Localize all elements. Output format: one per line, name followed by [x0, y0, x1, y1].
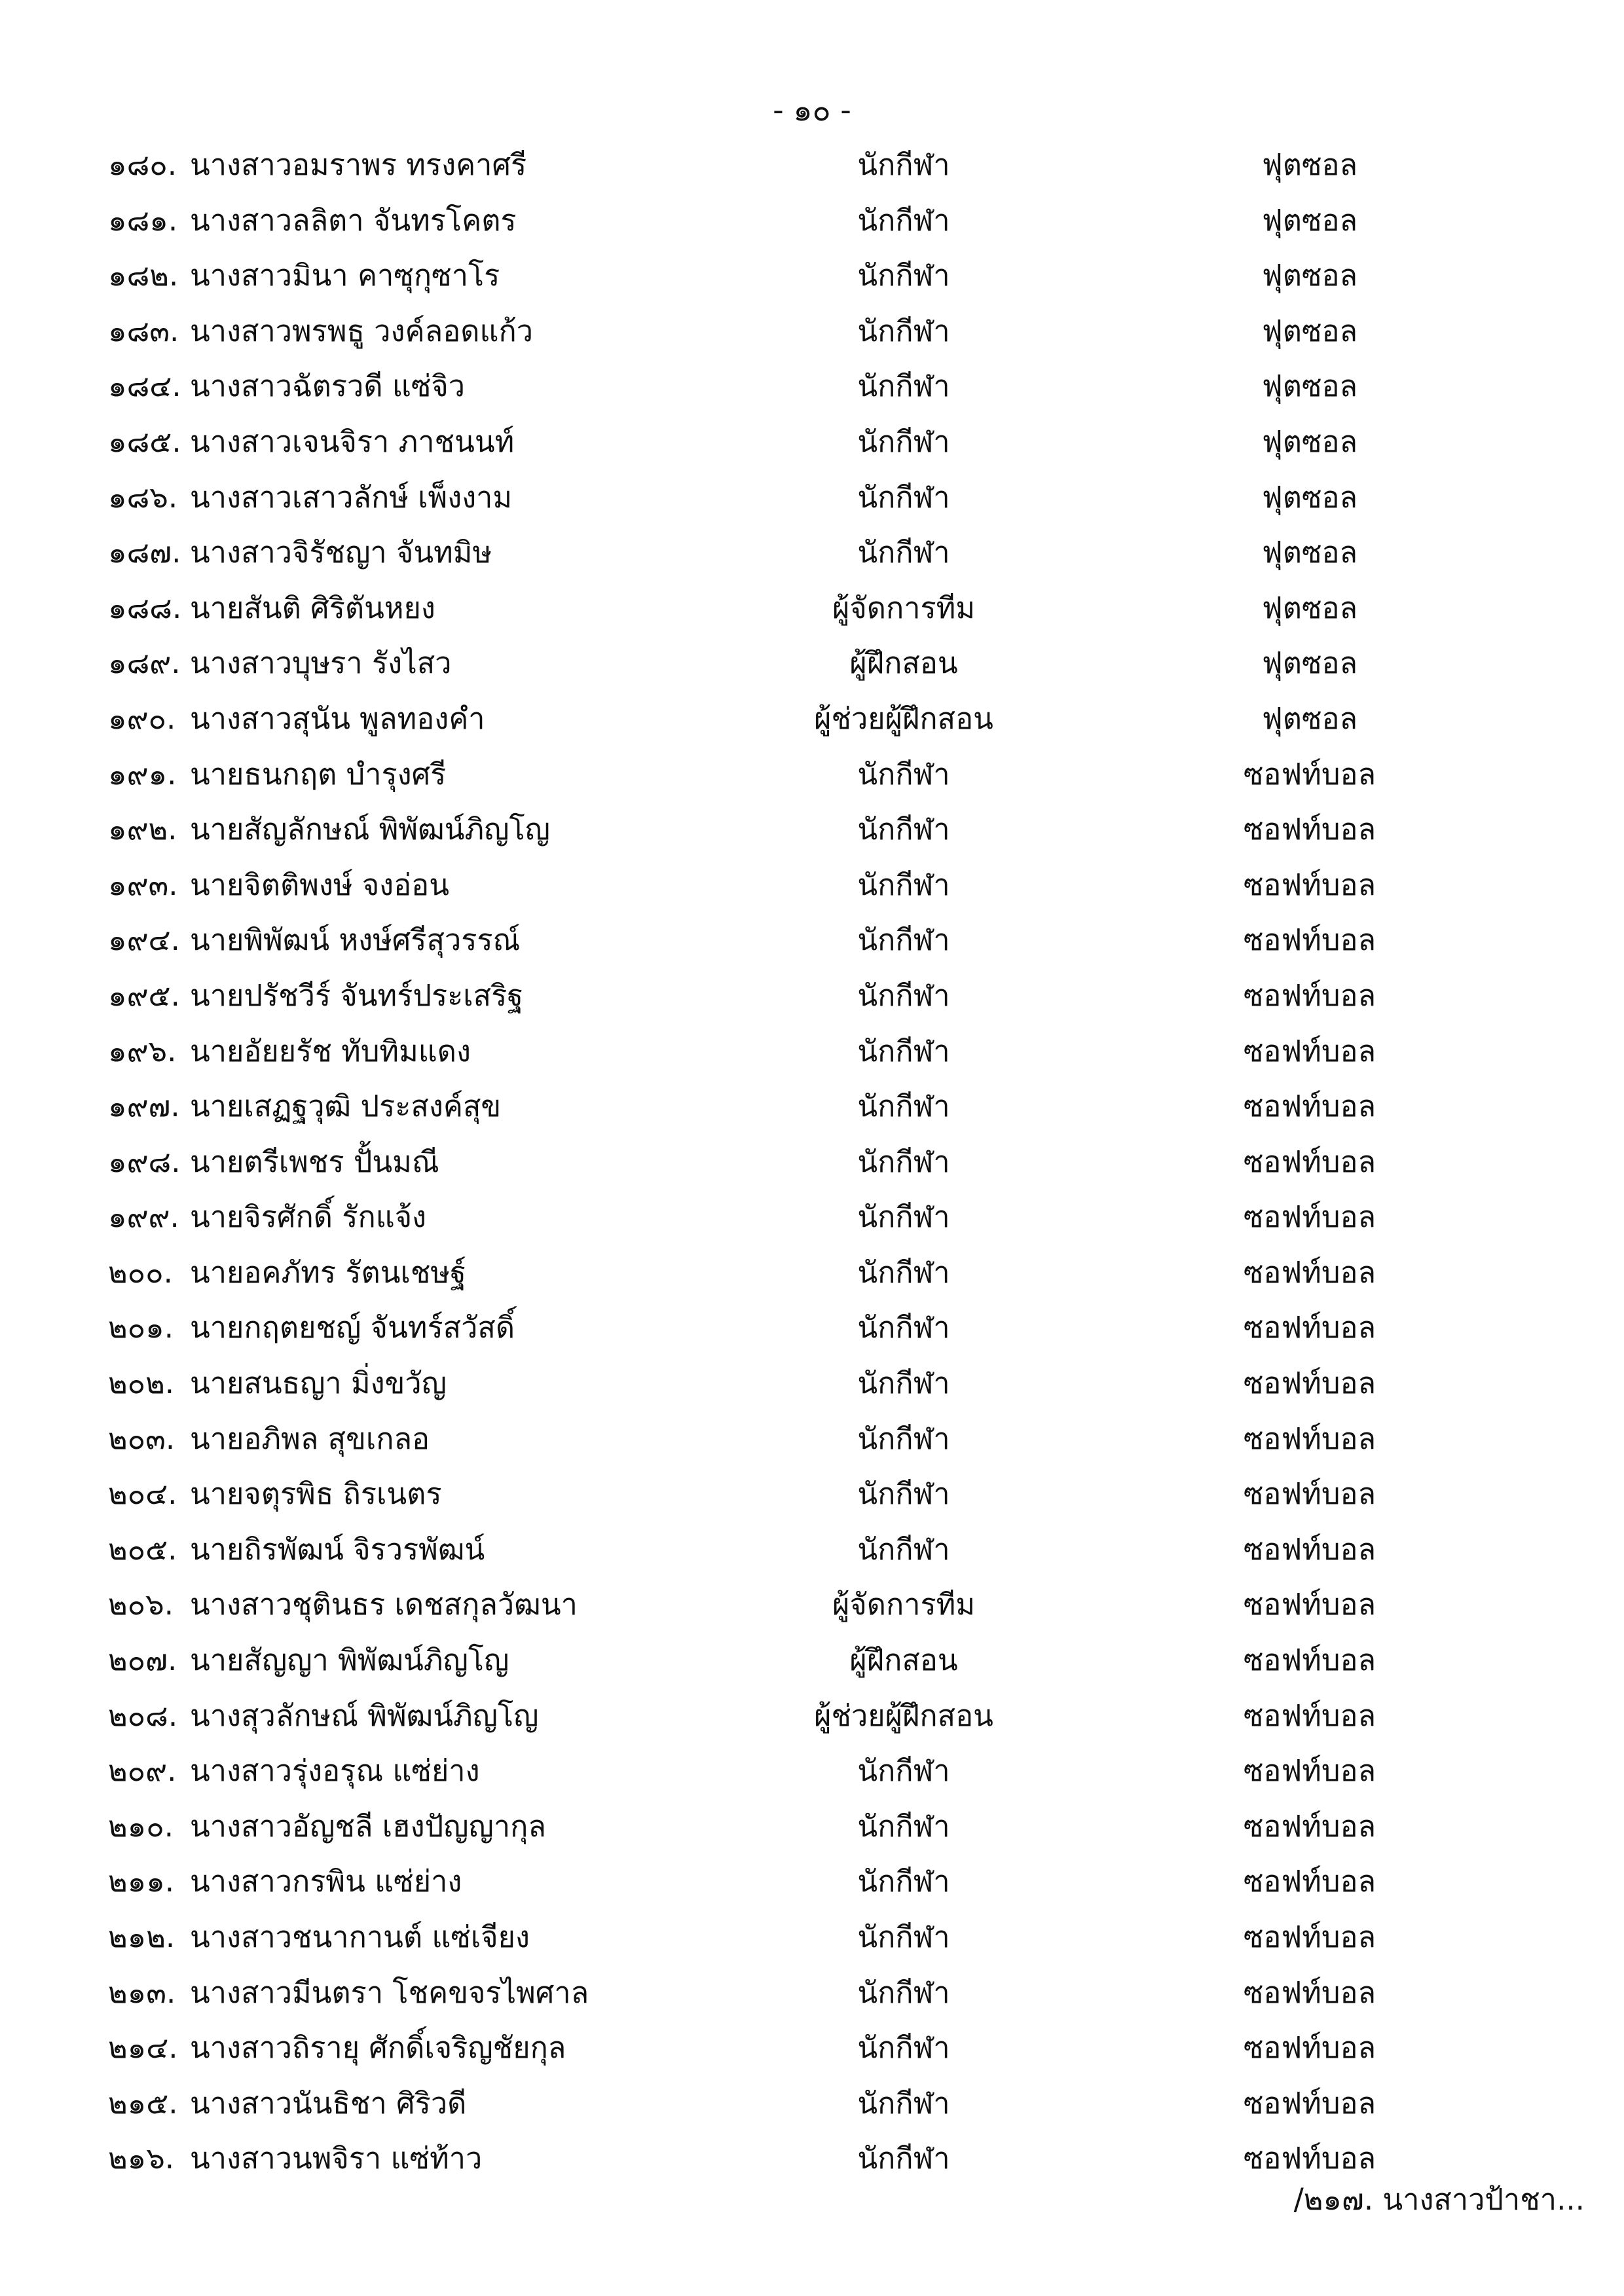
- entry-role: นักกีฬา: [857, 1421, 950, 1456]
- list-item: [0, 696, 1624, 752]
- entry-number: ๒๑๕.: [108, 2085, 178, 2121]
- entry-sport: ซอฟท์บอล: [1243, 2085, 1376, 2121]
- entry-name: นายพิพัฒน์ หงษ์ศรีสุวรรณ์: [190, 922, 521, 958]
- entry-name: นายสนธญา มิ่งขวัญ: [190, 1366, 447, 1401]
- list-item: [0, 807, 1624, 862]
- entry-number: ๒๑๐.: [108, 1808, 174, 1844]
- entry-sport: ฟุตซอล: [1261, 590, 1358, 625]
- entry-role: ผู้จัดการทีม: [832, 590, 975, 625]
- entry-sport: ซอฟท์บอล: [1243, 1975, 1376, 2010]
- entry-role: นักกีฬา: [857, 1089, 950, 1124]
- entry-number: ๒๐๔.: [108, 1476, 177, 1512]
- list-item: [0, 1139, 1624, 1195]
- entry-number: ๑๙๕.: [108, 977, 180, 1013]
- entry-sport: ฟุตซอล: [1261, 147, 1358, 182]
- entry-role: นักกีฬา: [857, 1366, 950, 1401]
- entry-number: ๑๘๘.: [108, 590, 182, 625]
- continuation-note: /๒๑๗. นางสาวป้าชา...: [1293, 2182, 1585, 2217]
- entry-number: ๑๘๙.: [108, 646, 181, 681]
- entry-sport: ฟุตซอล: [1261, 424, 1358, 459]
- entry-name: นางสาวบุษรา รังไสว: [190, 646, 452, 681]
- entry-role: ผู้จัดการทีม: [832, 1587, 975, 1622]
- entry-number: ๒๐๗.: [108, 1643, 177, 1678]
- entry-name: นางสาวพรพธู วงค์ลอดแก้ว: [190, 313, 533, 348]
- entry-name: นายอัยยรัช ทับทิมแดง: [190, 1033, 471, 1068]
- entry-name: นายถิรพัฒน์ จิรวรพัฒน์: [190, 1531, 485, 1567]
- entry-name: นายอภิพล สุขเกลอ: [190, 1421, 430, 1456]
- entry-name: นางสาวจิรัชญา จันทมิษ: [190, 535, 492, 570]
- entry-name: นางสาวเจนจิรา ภาชนนท์: [190, 424, 515, 459]
- entry-sport: ซอฟท์บอล: [1243, 1643, 1376, 1678]
- entry-name: นางสาวอัญชลี เฮงปัญญากุล: [190, 1808, 546, 1844]
- entry-role: นักกีฬา: [857, 1144, 950, 1179]
- entry-number: ๑๘๖.: [108, 479, 178, 515]
- entry-role: นักกีฬา: [857, 313, 950, 348]
- entry-sport: ฟุตซอล: [1261, 369, 1358, 404]
- list-item: [0, 1527, 1624, 1582]
- list-item: [0, 1084, 1624, 1139]
- entry-name: นายธนกฤต บำรุงศรี: [190, 756, 447, 792]
- entry-number: ๑๘๐.: [108, 147, 177, 182]
- entry-number: ๑๘๗.: [108, 535, 181, 570]
- entry-number: ๒๐๖.: [108, 1587, 174, 1622]
- entry-sport: ซอฟท์บอล: [1243, 2030, 1376, 2066]
- entry-name: นายสันติ ศิริตันหยง: [190, 590, 435, 625]
- list-item: [0, 1637, 1624, 1693]
- entry-name: นางสาวมีนตรา โชคขจรไพศาล: [190, 1975, 589, 2010]
- entry-role: นักกีฬา: [857, 369, 950, 404]
- entry-sport: ฟุตซอล: [1261, 701, 1358, 736]
- entry-name: นางสาวชุตินธร เดชสกุลวัฒนา: [190, 1587, 578, 1622]
- entry-sport: ซอฟท์บอล: [1243, 1698, 1376, 1733]
- entry-sport: ซอฟท์บอล: [1243, 1089, 1376, 1124]
- entry-number: ๑๘๔.: [108, 369, 181, 404]
- entry-sport: ซอฟท์บอล: [1243, 977, 1376, 1013]
- entry-role: นักกีฬา: [857, 756, 950, 792]
- entry-sport: ซอฟท์บอล: [1243, 1033, 1376, 1068]
- list-item: [0, 1029, 1624, 1084]
- list-item: [0, 862, 1624, 918]
- entry-number: ๒๑๔.: [108, 2030, 178, 2066]
- entry-role: นักกีฬา: [857, 535, 950, 570]
- entry-sport: ซอฟท์บอล: [1243, 756, 1376, 792]
- entry-name: นางสุวลักษณ์ พิพัฒน์ภิญโญ: [190, 1698, 539, 1733]
- list-item: [0, 1693, 1624, 1749]
- entry-number: ๒๑๓.: [108, 1975, 176, 2010]
- list-item: [0, 1748, 1624, 1804]
- entry-role: นักกีฬา: [857, 1531, 950, 1567]
- entry-number: ๒๑๖.: [108, 2141, 175, 2176]
- entry-name: นายเสฏฐวุฒิ ประสงค์สุข: [190, 1089, 502, 1124]
- entry-sport: ฟุตซอล: [1261, 313, 1358, 348]
- entry-role: นักกีฬา: [857, 977, 950, 1013]
- list-item: [0, 2025, 1624, 2081]
- entry-sport: ฟุตซอล: [1261, 535, 1358, 570]
- entry-sport: ซอฟท์บอล: [1243, 1808, 1376, 1844]
- list-item: [0, 1859, 1624, 1914]
- entry-role: นักกีฬา: [857, 1975, 950, 2010]
- entry-name: นายปรัชวีร์ จันทร์ประเสริฐ: [190, 977, 524, 1013]
- entry-name: นางสาวถิรายุ ศักดิ์เจริญชัยกุล: [190, 2030, 566, 2066]
- entry-sport: ซอฟท์บอล: [1243, 922, 1376, 958]
- entry-role: นักกีฬา: [857, 258, 950, 293]
- entry-number: ๑๘๕.: [108, 424, 181, 459]
- list-item: [0, 530, 1624, 585]
- entry-number: ๑๘๒.: [108, 258, 179, 293]
- entry-sport: ซอฟท์บอล: [1243, 1587, 1376, 1622]
- entry-sport: ซอฟท์บอล: [1243, 1421, 1376, 1456]
- list-item: [0, 1471, 1624, 1527]
- entry-role: นักกีฬา: [857, 202, 950, 238]
- list-item: [0, 198, 1624, 253]
- entry-sport: ฟุตซอล: [1261, 479, 1358, 515]
- entry-number: ๑๙๑.: [108, 756, 177, 792]
- entry-number: ๒๐๒.: [108, 1366, 175, 1401]
- entry-name: นางสาวกรพิน แซ่ย่าง: [190, 1864, 462, 1899]
- entry-number: ๒๐๐.: [108, 1254, 173, 1290]
- entry-number: ๑๘๑.: [108, 202, 178, 238]
- list-item: [0, 1250, 1624, 1305]
- entry-sport: ซอฟท์บอล: [1243, 1920, 1376, 1954]
- entry-role: นักกีฬา: [857, 922, 950, 958]
- entry-role: ผู้ช่วยผู้ฝึกสอน: [814, 1698, 993, 1733]
- entry-name: นางสาวนันธิชา ศิริวดี: [190, 2085, 467, 2121]
- entry-number: ๒๐๕.: [108, 1531, 177, 1567]
- list-item: [0, 640, 1624, 696]
- entry-role: นักกีฬา: [857, 2030, 950, 2066]
- list-item: [0, 1305, 1624, 1360]
- entry-name: นางสาวรุ่งอรุณ แซ่ย่าง: [190, 1753, 480, 1789]
- list-item: [0, 419, 1624, 475]
- entry-name: นางสาวอมราพร ทรงคาศรี: [190, 147, 527, 182]
- entry-role: นักกีฬา: [857, 479, 950, 515]
- roster-list: [0, 142, 1624, 2191]
- page-number: - ๑๐ -: [773, 92, 851, 128]
- entry-sport: ซอฟท์บอล: [1243, 1753, 1376, 1789]
- entry-number: ๒๐๙.: [108, 1753, 177, 1789]
- entry-role: นักกีฬา: [857, 2085, 950, 2121]
- list-item: [0, 1194, 1624, 1250]
- entry-name: นายจตุรพิธ ถิรเนตร: [190, 1476, 442, 1512]
- entry-number: ๑๘๓.: [108, 313, 179, 348]
- entry-sport: ซอฟท์บอล: [1243, 1531, 1376, 1567]
- entry-sport: ซอฟท์บอล: [1243, 1199, 1376, 1235]
- entry-name: นางสาวฉัตรวดี แซ่จิว: [190, 369, 466, 404]
- entry-name: นายสัญญา พิพัฒน์ภิญโญ: [190, 1643, 509, 1678]
- entry-role: นักกีฬา: [857, 867, 950, 902]
- entry-name: นางสาวเสาวลักษ์ เพ็งงาม: [190, 479, 513, 515]
- entry-sport: ซอฟท์บอล: [1243, 1144, 1376, 1179]
- entry-name: นายจิรศักดิ์ รักแจ้ง: [190, 1199, 427, 1235]
- list-item: [0, 363, 1624, 419]
- entry-name: นางสาวสุนัน พูลทองคำ: [190, 701, 485, 736]
- entry-number: ๑๙๘.: [108, 1144, 181, 1179]
- list-item: [0, 1914, 1624, 1970]
- entry-name: นางสาวลลิตา จันทรโคตร: [190, 202, 517, 238]
- entry-name: นายกฤตยชญ์ จันทร์สวัสดิ์: [190, 1310, 515, 1345]
- entry-number: ๒๐๓.: [108, 1421, 175, 1456]
- list-item: [0, 1582, 1624, 1637]
- entry-number: ๑๙๓.: [108, 867, 178, 902]
- list-item: [0, 1804, 1624, 1859]
- list-item: [0, 585, 1624, 641]
- entry-role: ผู้ฝึกสอน: [849, 1643, 958, 1678]
- entry-role: นักกีฬา: [857, 1920, 950, 1954]
- entry-role: นักกีฬา: [857, 147, 950, 182]
- entry-role: นักกีฬา: [857, 812, 950, 847]
- entry-role: นักกีฬา: [857, 1864, 950, 1899]
- entry-name: นางสาวชนากานต์ แซ่เจียง: [190, 1920, 530, 1954]
- entry-name: นายอคภัทร รัตนเชษฐ์: [190, 1254, 466, 1290]
- entry-role: ผู้ฝึกสอน: [849, 646, 958, 681]
- entry-sport: ซอฟท์บอล: [1243, 1254, 1376, 1290]
- list-item: [0, 1360, 1624, 1416]
- entry-sport: ซอฟท์บอล: [1243, 1310, 1376, 1345]
- entry-number: ๒๐๘.: [108, 1698, 178, 1733]
- entry-sport: ซอฟท์บอล: [1243, 2141, 1376, 2176]
- entry-sport: ซอฟท์บอล: [1243, 867, 1376, 902]
- list-item: [0, 308, 1624, 364]
- entry-number: ๑๙๒.: [108, 812, 177, 847]
- entry-sport: ซอฟท์บอล: [1243, 812, 1376, 847]
- entry-role: นักกีฬา: [857, 2141, 950, 2176]
- entry-role: ผู้ช่วยผู้ฝึกสอน: [814, 701, 993, 736]
- entry-number: ๒๑๒.: [108, 1920, 175, 1954]
- entry-role: นักกีฬา: [857, 1310, 950, 1345]
- entry-role: นักกีฬา: [857, 1808, 950, 1844]
- list-item: [0, 1970, 1624, 2026]
- list-item: [0, 253, 1624, 308]
- entry-number: ๑๙๖.: [108, 1033, 177, 1068]
- entry-name: นายสัญลักษณ์ พิพัฒน์ภิญโญ: [190, 812, 550, 847]
- list-item: [0, 917, 1624, 973]
- entry-sport: ฟุตซอล: [1261, 258, 1358, 293]
- list-item: [0, 142, 1624, 198]
- entry-sport: ซอฟท์บอล: [1243, 1366, 1376, 1401]
- entry-role: นักกีฬา: [857, 1753, 950, 1789]
- entry-number: ๑๙๗.: [108, 1089, 180, 1124]
- entry-sport: ซอฟท์บอล: [1243, 1476, 1376, 1512]
- list-item: [0, 2081, 1624, 2136]
- entry-number: ๒๐๑.: [108, 1310, 174, 1345]
- list-item: [0, 752, 1624, 807]
- entry-role: นักกีฬา: [857, 1199, 950, 1235]
- entry-name: นายตรีเพชร ปั้นมณี: [190, 1144, 439, 1179]
- entry-number: ๑๙๔.: [108, 922, 180, 958]
- entry-role: นักกีฬา: [857, 1254, 950, 1290]
- entry-role: นักกีฬา: [857, 1033, 950, 1068]
- list-item: [0, 973, 1624, 1029]
- entry-sport: ฟุตซอล: [1261, 202, 1358, 238]
- entry-role: นักกีฬา: [857, 1476, 950, 1512]
- entry-number: ๑๙๙.: [108, 1199, 179, 1235]
- entry-name: นางสาวนพจิรา แซ่ท้าว: [190, 2141, 483, 2176]
- entry-name: นายจิตติพงษ์ จงอ่อน: [190, 867, 449, 902]
- entry-sport: ฟุตซอล: [1261, 646, 1358, 681]
- entry-role: นักกีฬา: [857, 424, 950, 459]
- entry-name: นางสาวมินา คาซุกุซาโร: [190, 258, 500, 293]
- entry-number: ๒๑๑.: [108, 1864, 175, 1899]
- list-item: [0, 1416, 1624, 1472]
- entry-number: ๑๙๐.: [108, 701, 176, 736]
- entry-sport: ซอฟท์บอล: [1243, 1864, 1376, 1899]
- list-item: [0, 475, 1624, 530]
